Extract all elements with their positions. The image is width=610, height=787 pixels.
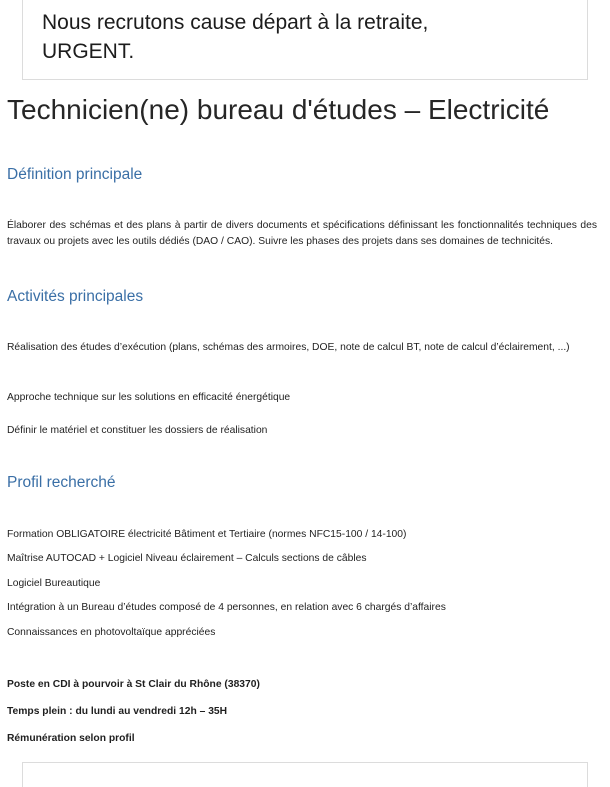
post-message-line-1: Nous recrutons cause départ à la retraite, bbox=[42, 11, 429, 34]
condition-salary: Rémunération selon profil bbox=[7, 733, 135, 744]
post-message bbox=[42, 8, 562, 66]
definition-heading: Définition principale bbox=[7, 166, 143, 183]
activity-item-1: Réalisation des études d’exécution (plans, schémas des armoires, DOE, note de calcul BT, note de calcul d’éclairement, ...) bbox=[7, 342, 570, 353]
definition-text: Élaborer des schémas et des plans à partir de divers documents et spécifications définissant les fonctionnalités techniques des travaux ou projets avec les outils dédiés (DAO / CAO). Suivre les phases des projets dans ses domaines de technicités. bbox=[7, 220, 597, 247]
profile-heading: Profil recherché bbox=[7, 474, 116, 491]
job-offer-image bbox=[0, 80, 610, 760]
profile-item-4: Intégration à un Bureau d’études composé de 4 personnes, en relation avec 6 chargés d’affaires bbox=[7, 602, 446, 613]
post-message-line-2: URGENT. bbox=[42, 40, 135, 63]
job-title: Technicien(ne) bureau d'études – Electricité bbox=[7, 94, 550, 125]
profile-item-5: Connaissances en photovoltaïque appréciées bbox=[7, 627, 216, 638]
profile-item-1: Formation OBLIGATOIRE électricité Bâtiment et Tertiaire (normes NFC15-100 / 14-100) bbox=[7, 529, 407, 540]
profile-item-3: Logiciel Bureautique bbox=[7, 578, 101, 589]
activities-heading: Activités principales bbox=[7, 288, 144, 305]
condition-schedule: Temps plein : du lundi au vendredi 12h – 35H bbox=[7, 706, 228, 717]
profile-item-2: Maîtrise AUTOCAD + Logiciel Niveau éclairement – Calculs sections de câbles bbox=[7, 553, 367, 564]
condition-contract: Poste en CDI à pourvoir à St Clair du Rhône (38370) bbox=[7, 679, 260, 690]
activity-item-2: Approche technique sur les solutions en efficacité énergétique bbox=[7, 392, 291, 403]
activity-item-3: Définir le matériel et constituer les dossiers de réalisation bbox=[7, 425, 268, 436]
next-post-card bbox=[22, 762, 588, 787]
